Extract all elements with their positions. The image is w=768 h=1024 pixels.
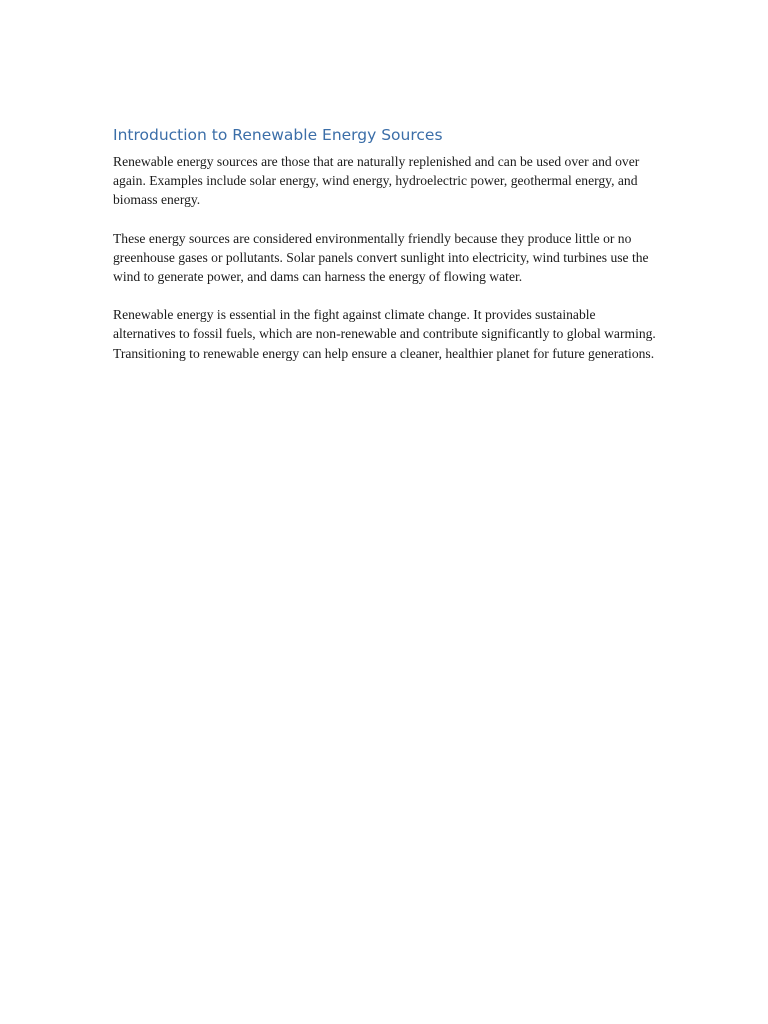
document-body [113,124,658,382]
paragraph-environment: These energy sources are considered environmentally friendly because they produce little or no greenhouse gases or pollutants. Solar panels convert sunlight into electricity, wind turbines use the wind to generate power, and dams can harness the energy of flowing water. [113,230,649,285]
paragraph-intro: Renewable energy sources are those that are naturally replenished and can be used over and over again. Examples include solar energy, wind energy, hydroelectric power, geothermal energy, and biomass energy. [113,154,640,208]
document-heading: Introduction to Renewable Energy Sources [113,126,443,144]
paragraph-climate: Renewable energy is essential in the fight against climate change. It provides sustainable alternatives to fossil fuels, which are non-renewable and contribute significantly to global warming. Transitioning to renewable energy can help ensure a cleaner, healthier planet for future generations. [113,307,656,361]
